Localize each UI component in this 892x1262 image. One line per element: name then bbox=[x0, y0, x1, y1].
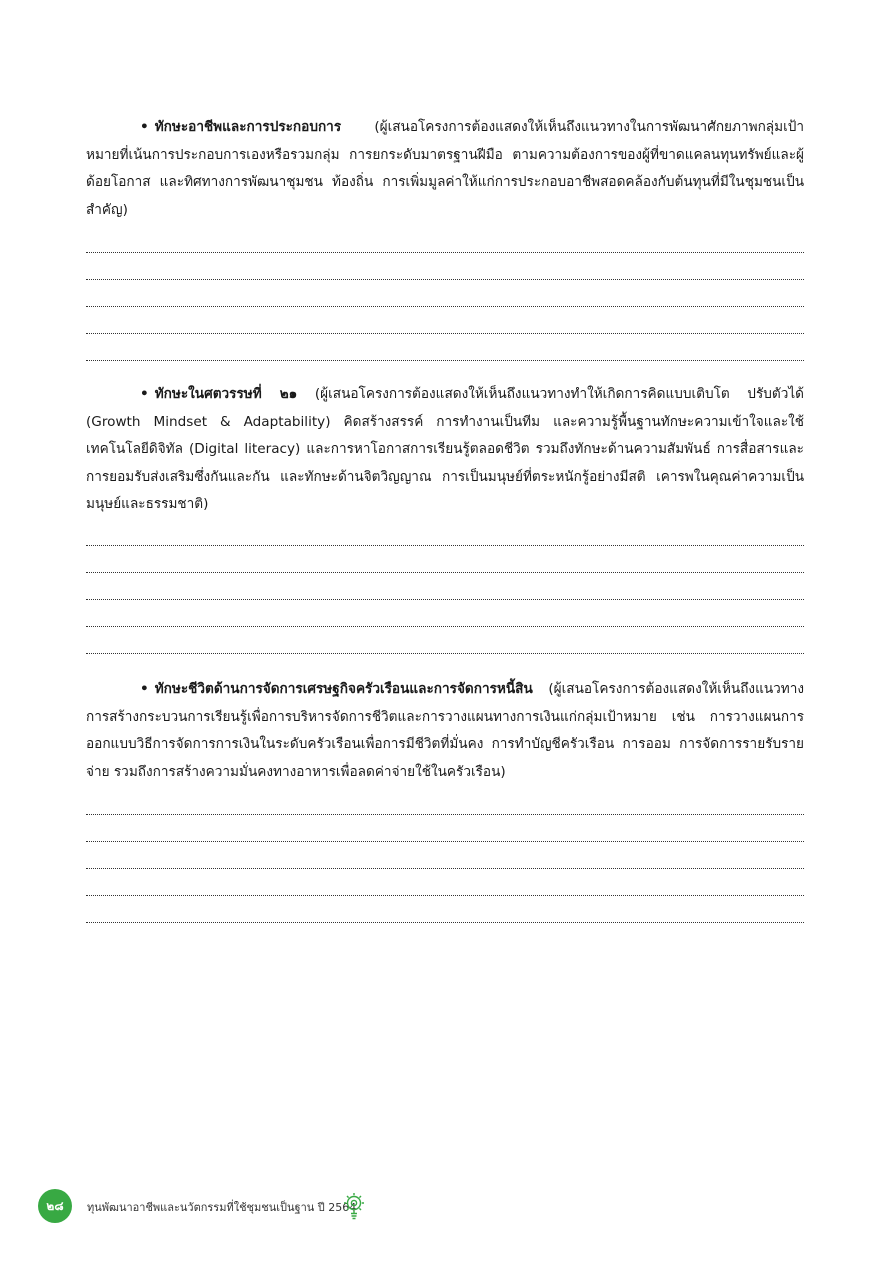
answer-line[interactable] bbox=[86, 338, 804, 365]
answer-line[interactable] bbox=[86, 284, 804, 311]
lightbulb-gear-icon bbox=[341, 1191, 367, 1221]
answer-line[interactable] bbox=[86, 311, 804, 338]
answer-line[interactable] bbox=[86, 631, 804, 658]
section-heading: ทักษะอาชีพและการประกอบการ bbox=[154, 119, 342, 135]
section-household-finance-skills bbox=[86, 676, 804, 927]
section-description: (ผู้เสนอโครงการต้องแสดงให้เห็นถึงแนวทางทำให้เกิดการคิดแบบเติบโต ปรับตัวได้ (Growth Mindset & Adaptability) คิดสร้างสรรค์ การทำงานเป็นทีม และความรู้พื้นฐานทักษะความเข้าใจและใช้เทคโนโลยีดิจิทัล (Digital literacy) และการหาโอกาสการเรียนรู้ตลอดชีวิต รวมถึงทักษะด้านความสัมพันธ์ การสื่อสารและการยอมรับส่งเสริมซึ่งกันและกัน และทักษะด้านจิตวิญญาณ การเป็นมนุษย์ที่ตระหนักรู้อย่างมีสติ เคารพในคุณค่าความเป็นมนุษย์และธรรมชาติ) bbox=[86, 386, 804, 512]
answer-line[interactable] bbox=[86, 900, 804, 927]
section-paragraph bbox=[86, 114, 804, 224]
section-paragraph bbox=[86, 381, 804, 519]
answer-line[interactable] bbox=[86, 523, 804, 550]
section-occupational-skills bbox=[86, 114, 804, 365]
page-footer bbox=[38, 1189, 438, 1223]
section-paragraph bbox=[86, 676, 804, 786]
page-number-badge: ๒๘ bbox=[38, 1189, 72, 1223]
answer-line[interactable] bbox=[86, 819, 804, 846]
answer-lines bbox=[86, 523, 804, 658]
section-description: (ผู้เสนอโครงการต้องแสดงให้เห็นถึงแนวทางในการพัฒนาศักยภาพกลุ่มเป้าหมายที่เน้นการประกอบการเองหรือรวมกลุ่ม การยกระดับมาตรฐานฝีมือ ตามความต้องการของผู้ที่ขาดแคลนทุนทรัพย์และผู้ด้อยโอกาส และทิศทางการพัฒนาชุมชน ท้องถิ่น การเพิ่มมูลค่าให้แก่การประกอบอาชีพสอดคล้องกับต้นทุนที่มีในชุมชนเป็นสำคัญ) bbox=[86, 119, 804, 218]
section-heading: ทักษะชีวิตด้านการจัดการเศรษฐกิจครัวเรือนและการจัดการหนี้สิน bbox=[154, 681, 533, 697]
section-description: (ผู้เสนอโครงการต้องแสดงให้เห็นถึงแนวทางการสร้างกระบวนการเรียนรู้เพื่อการบริหารจัดการชีวิตและการวางแผนทางการเงินแก่กลุ่มเป้าหมาย เช่น การวางแผนการออกแบบวิธีการจัดการการเงินในระดับครัวเรือนเพื่อการมีชีวิตที่มั่นคง การทำบัญชีครัวเรือน การออม การจัดการรายรับรายจ่าย รวมถึงการสร้างความมั่นคงทางอาหารเพื่อลดค่าจ่ายใช้ในครัวเรือน) bbox=[86, 681, 804, 780]
bullet: • bbox=[140, 119, 149, 135]
answer-lines bbox=[86, 230, 804, 365]
answer-lines bbox=[86, 792, 804, 927]
bullet: • bbox=[140, 681, 149, 697]
bullet: • bbox=[140, 386, 149, 402]
answer-line[interactable] bbox=[86, 550, 804, 577]
answer-line[interactable] bbox=[86, 792, 804, 819]
answer-line[interactable] bbox=[86, 604, 804, 631]
answer-line[interactable] bbox=[86, 873, 804, 900]
answer-line[interactable] bbox=[86, 846, 804, 873]
answer-line[interactable] bbox=[86, 577, 804, 604]
section-21st-century-skills bbox=[86, 381, 804, 658]
answer-line[interactable] bbox=[86, 230, 804, 257]
footer-title: ทุนพัฒนาอาชีพและนวัตกรรมที่ใช้ชุมชนเป็นฐาน ปี 2564 bbox=[87, 1201, 357, 1214]
section-heading: ทักษะในศตวรรษที่ ๒๑ bbox=[154, 386, 298, 402]
answer-line[interactable] bbox=[86, 257, 804, 284]
